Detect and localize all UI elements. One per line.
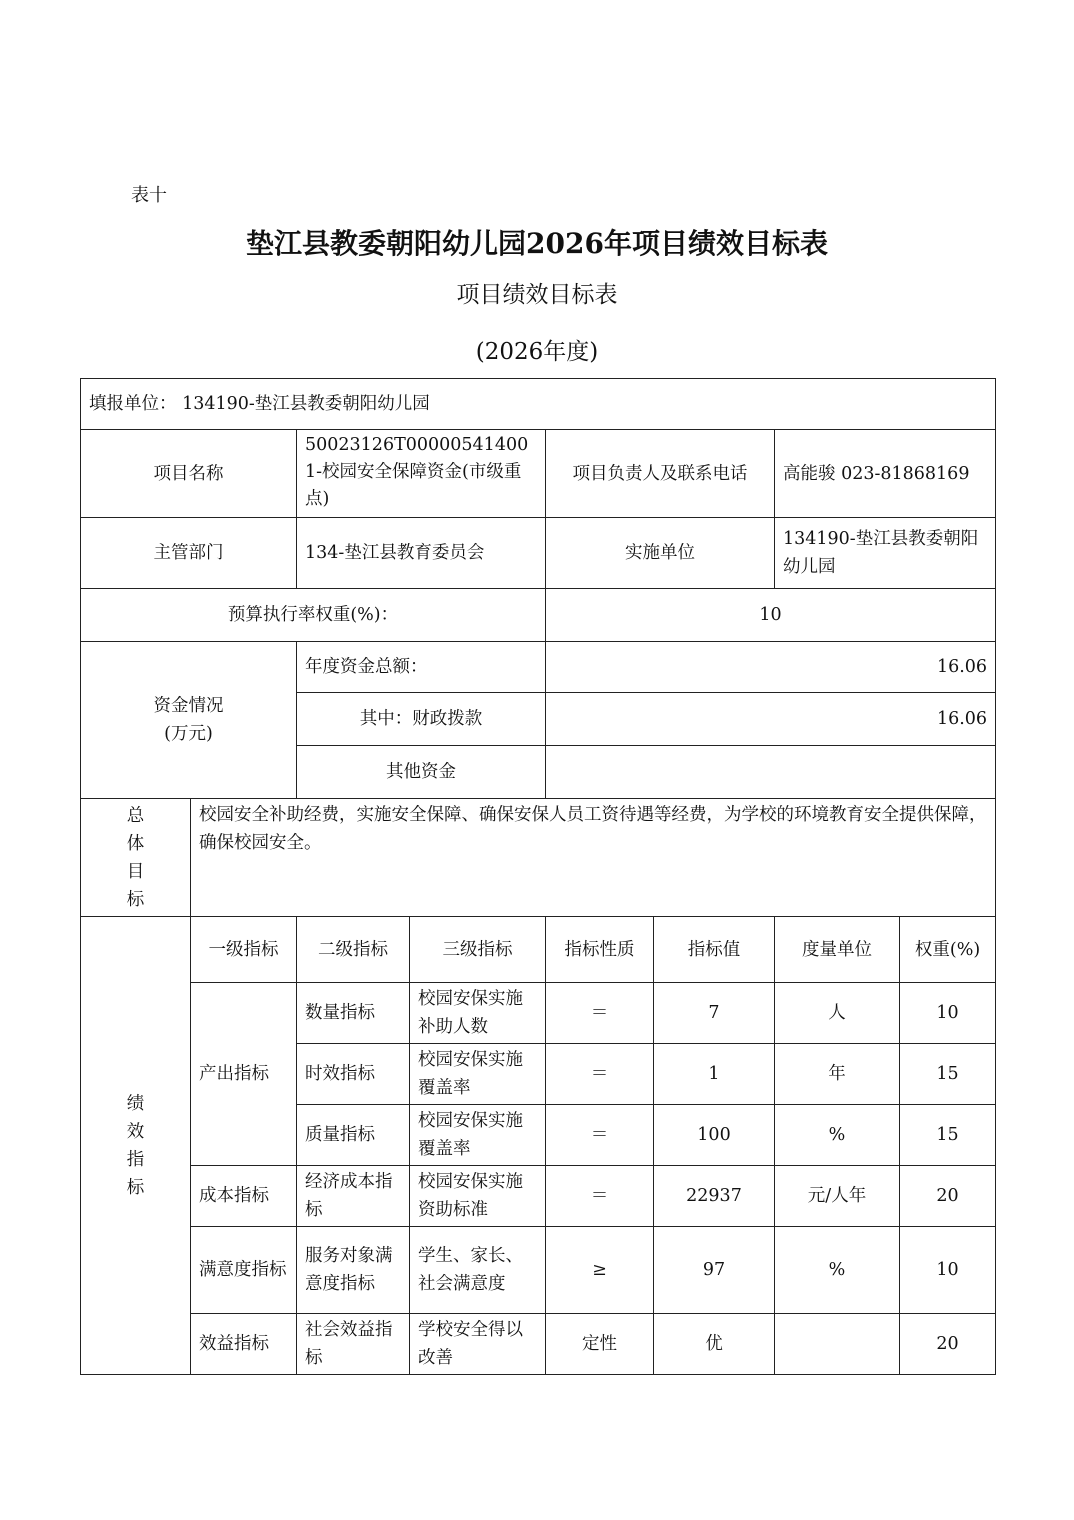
budget-rate-label: 预算执行率权重(%)： (81, 589, 546, 642)
unit-cell: % (775, 1227, 900, 1314)
budget-rate-row (81, 589, 996, 642)
project-name-value: 50023126T000005414001-校园安全保障资金(市级重点) (297, 430, 546, 518)
level3-cell: 学校安全得以改善 (410, 1314, 546, 1375)
unit-cell: 元/人年 (775, 1166, 900, 1227)
level3-cell: 校园安保实施补助人数 (410, 983, 546, 1044)
funds-label: 资金情况 (153, 696, 224, 716)
goal-row (81, 799, 996, 917)
header-cell: 一级指标 (191, 917, 297, 983)
filler-cell (81, 379, 996, 430)
other-funds-value (546, 746, 996, 799)
value-cell: 1 (654, 1044, 775, 1105)
level2-cell: 数量指标 (297, 983, 410, 1044)
dept-label: 主管部门 (81, 518, 297, 589)
level2-cell: 服务对象满意度指标 (297, 1227, 410, 1314)
goal-label-char: 目 (126, 861, 145, 882)
goal-text: 校园安全补助经费，实施安全保障、确保安保人员工资待遇等经费，为学校的环境教育安全提供保障，确保校园安全。 (191, 799, 996, 917)
nature-cell: ＝ (546, 1166, 654, 1227)
cost-indicator-label: 成本指标 (191, 1166, 297, 1227)
filler-row (81, 379, 996, 430)
contact-value: 高能骏 023-81868169 (775, 430, 996, 518)
unit-cell: % (775, 1105, 900, 1166)
funds-row-total (81, 642, 996, 693)
indicator-label-char: 绩 (126, 1093, 145, 1114)
nature-cell: ＝ (546, 1105, 654, 1166)
header-cell: 权重(%) (900, 917, 996, 983)
weight-cell: 20 (900, 1314, 996, 1375)
indicator-label-char: 指 (126, 1149, 145, 1170)
project-row (81, 430, 996, 518)
header-cell: 度量单位 (775, 917, 900, 983)
weight-cell: 10 (900, 983, 996, 1044)
satisfaction-indicator-label: 满意度指标 (191, 1227, 297, 1314)
table-label: 表十 (131, 185, 167, 206)
weight-cell: 15 (900, 1105, 996, 1166)
weight-cell: 20 (900, 1166, 996, 1227)
table-row (81, 1166, 996, 1227)
value-cell: 100 (654, 1105, 775, 1166)
filler-value: 134190-垫江县教委朝阳幼儿园 (182, 394, 430, 414)
nature-cell: ＝ (546, 983, 654, 1044)
budget-rate-value: 10 (546, 589, 996, 642)
level3-cell: 学生、家长、社会满意度 (410, 1227, 546, 1314)
indicator-label-char: 效 (126, 1121, 145, 1142)
filler-label: 填报单位： (89, 394, 177, 414)
unit-cell: 年 (775, 1044, 900, 1105)
value-cell: 22937 (654, 1166, 775, 1227)
goal-label (81, 799, 191, 917)
table-row (81, 1314, 996, 1375)
goal-label-char: 标 (126, 889, 145, 910)
dept-row (81, 518, 996, 589)
performance-table (80, 378, 996, 1375)
header-cell: 三级指标 (410, 917, 546, 983)
fiscal-value: 16.06 (546, 693, 996, 746)
page-title: 垫江县教委朝阳幼儿园2026年项目绩效目标表 (246, 227, 828, 260)
output-indicator-label: 产出指标 (191, 983, 297, 1166)
level3-cell: 校园安保实施覆盖率 (410, 1105, 546, 1166)
year-label: (2026年度) (475, 339, 599, 365)
unit-cell (775, 1314, 900, 1375)
contact-label: 项目负责人及联系电话 (546, 430, 775, 518)
value-cell: 优 (654, 1314, 775, 1375)
value-cell: 7 (654, 983, 775, 1044)
level2-cell: 经济成本指标 (297, 1166, 410, 1227)
goal-label-char: 体 (126, 833, 145, 854)
indicator-label-char: 标 (126, 1177, 145, 1198)
weight-cell: 10 (900, 1227, 996, 1314)
impl-label: 实施单位 (546, 518, 775, 589)
indicator-section-label (81, 917, 191, 1375)
funds-label-cell (81, 642, 297, 799)
benefit-indicator-label: 效益指标 (191, 1314, 297, 1375)
nature-cell: ＝ (546, 1044, 654, 1105)
level3-cell: 校园安保实施资助标准 (410, 1166, 546, 1227)
nature-cell: 定性 (546, 1314, 654, 1375)
indicator-header-row (81, 917, 996, 983)
header-cell: 指标值 (654, 917, 775, 983)
weight-cell: 15 (900, 1044, 996, 1105)
other-funds-label: 其他资金 (297, 746, 546, 799)
header-cell: 指标性质 (546, 917, 654, 983)
impl-value: 134190-垫江县教委朝阳幼儿园 (775, 518, 996, 589)
goal-label-char: 总 (126, 805, 145, 826)
project-name-label: 项目名称 (81, 430, 297, 518)
table-row (81, 1227, 996, 1314)
table-row (81, 983, 996, 1044)
nature-cell: ≥ (546, 1227, 654, 1314)
annual-total-label: 年度资金总额： (297, 642, 546, 693)
fiscal-label: 其中：财政拨款 (297, 693, 546, 746)
level2-cell: 社会效益指标 (297, 1314, 410, 1375)
value-cell: 97 (654, 1227, 775, 1314)
annual-total-value: 16.06 (546, 642, 996, 693)
level3-cell: 校园安保实施覆盖率 (410, 1044, 546, 1105)
funds-unit: (万元) (164, 724, 213, 744)
dept-value: 134-垫江县教育委员会 (297, 518, 546, 589)
page-subtitle: 项目绩效目标表 (456, 282, 618, 308)
level2-cell: 质量指标 (297, 1105, 410, 1166)
unit-cell: 人 (775, 983, 900, 1044)
level2-cell: 时效指标 (297, 1044, 410, 1105)
header-cell: 二级指标 (297, 917, 410, 983)
